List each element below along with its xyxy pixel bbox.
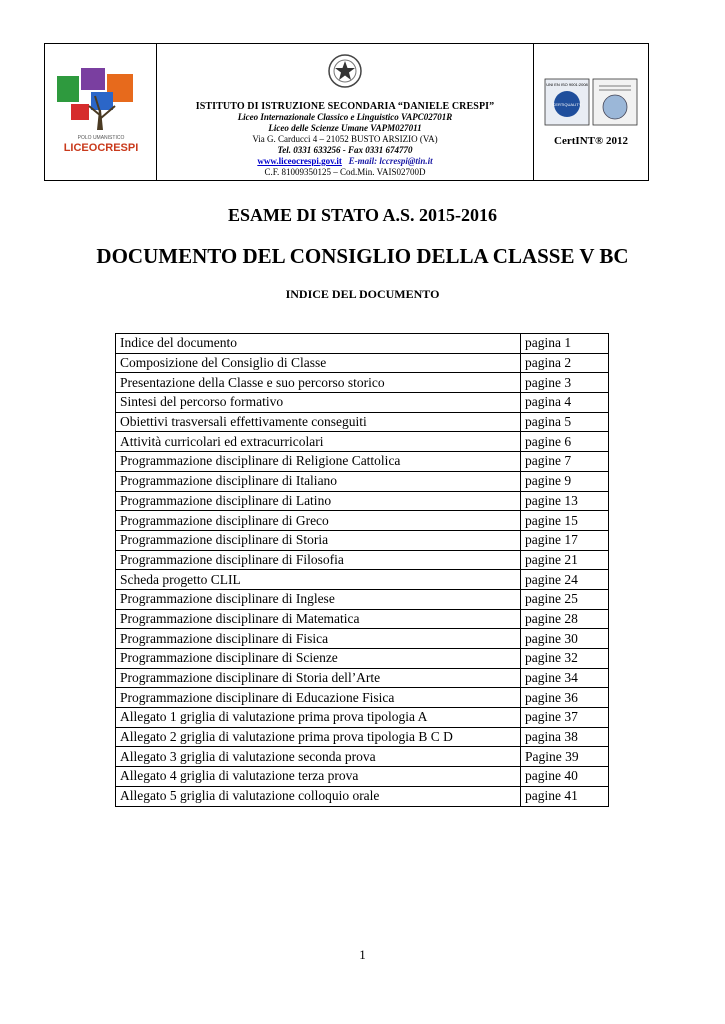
toc-entry-page: pagine 21 <box>521 550 609 570</box>
toc-entry-page: pagina 2 <box>521 353 609 373</box>
toc-entry-page: pagine 28 <box>521 609 609 629</box>
email-text[interactable]: E-mail: lccrespi@tin.it <box>348 156 433 166</box>
toc-row <box>116 373 609 393</box>
institute-name: ISTITUTO DI ISTRUZIONE SECONDARIA “DANIELE CRESPI” <box>195 101 495 112</box>
toc-row <box>116 550 609 570</box>
toc-entry-page: pagine 13 <box>521 491 609 511</box>
toc-entry-page: pagina 1 <box>521 334 609 354</box>
exam-title: ESAME DI STATO A.S. 2015-2016 <box>227 205 498 225</box>
toc-entry-title: Obiettivi trasversali effettivamente conseguiti <box>116 412 521 432</box>
table-of-contents <box>115 333 609 807</box>
institute-codes: C.F. 81009350125 – Cod.Min. VAIS02700D <box>264 167 426 177</box>
toc-row <box>116 589 609 609</box>
page-number: 1 <box>359 947 366 962</box>
toc-entry-page: pagine 24 <box>521 570 609 590</box>
letterhead <box>44 43 649 181</box>
toc-row <box>116 688 609 708</box>
toc-row <box>116 511 609 531</box>
toc-row <box>116 629 609 649</box>
toc-entry-page: Pagine 39 <box>521 747 609 767</box>
toc-row <box>116 570 609 590</box>
toc-entry-page: pagina 38 <box>521 727 609 747</box>
toc-entry-title: Allegato 5 griglia di valutazione colloquio orale <box>116 786 521 806</box>
institute-info <box>157 44 534 180</box>
toc-entry-page: pagina 4 <box>521 393 609 413</box>
website-link[interactable]: www.liceocrespi.gov.it <box>257 156 342 166</box>
institute-line-scienze-umane: Liceo delle Scienze Umane VAPM027011 <box>268 123 422 133</box>
toc-entry-page: pagine 37 <box>521 708 609 728</box>
school-logo-cell <box>45 44 157 180</box>
toc-row <box>116 708 609 728</box>
institute-line-classico: Liceo Internazionale Classico e Linguistico VAPC02701R <box>237 112 453 122</box>
toc-row <box>116 353 609 373</box>
toc-entry-title: Programmazione disciplinare di Italiano <box>116 471 521 491</box>
toc-entry-page: pagine 41 <box>521 786 609 806</box>
toc-entry-title: Composizione del Consiglio di Classe <box>116 353 521 373</box>
toc-entry-title: Scheda progetto CLIL <box>116 570 521 590</box>
svg-text:CERTIQUALITY: CERTIQUALITY <box>552 102 582 107</box>
toc-entry-page: pagine 7 <box>521 452 609 472</box>
institute-address: Via G. Carducci 4 – 21052 BUSTO ARSIZIO (VA) <box>252 134 438 144</box>
toc-row <box>116 412 609 432</box>
toc-entry-page: pagine 6 <box>521 432 609 452</box>
toc-entry-title: Programmazione disciplinare di Latino <box>116 491 521 511</box>
toc-entry-title: Indice del documento <box>116 334 521 354</box>
toc-row <box>116 393 609 413</box>
toc-entry-page: pagine 30 <box>521 629 609 649</box>
toc-entry-title: Programmazione disciplinare di Filosofia <box>116 550 521 570</box>
toc-entry-title: Programmazione disciplinare di Greco <box>116 511 521 531</box>
toc-row <box>116 609 609 629</box>
toc-entry-title: Allegato 4 griglia di valutazione terza prova <box>116 767 521 787</box>
index-title: INDICE DEL DOCUMENTO <box>285 287 440 301</box>
certification-cell <box>534 44 648 180</box>
toc-entry-title: Programmazione disciplinare di Educazione Fisica <box>116 688 521 708</box>
toc-row <box>116 649 609 669</box>
toc-entry-title: Presentazione della Classe e suo percorso storico <box>116 373 521 393</box>
institute-phone: Tel. 0331 633256 - Fax 0331 674770 <box>277 145 413 155</box>
toc-entry-page: pagine 36 <box>521 688 609 708</box>
toc-entry-title: Programmazione disciplinare di Storia <box>116 530 521 550</box>
toc-entry-page: pagine 3 <box>521 373 609 393</box>
toc-entry-page: pagine 32 <box>521 649 609 669</box>
toc-row <box>116 747 609 767</box>
toc-entry-title: Programmazione disciplinare di Matematica <box>116 609 521 629</box>
school-logo <box>51 66 151 158</box>
toc-entry-title: Sintesi del percorso formativo <box>116 393 521 413</box>
toc-entry-title: Attività curricolari ed extracurricolari <box>116 432 521 452</box>
toc-entry-title: Programmazione disciplinare di Inglese <box>116 589 521 609</box>
svg-text:LICEOCRESPI: LICEOCRESPI <box>63 142 138 154</box>
toc-entry-page: pagine 34 <box>521 668 609 688</box>
cert-label: CertINT® 2012 <box>554 135 628 147</box>
toc-row <box>116 668 609 688</box>
toc-entry-page: pagina 5 <box>521 412 609 432</box>
toc-row <box>116 491 609 511</box>
toc-entry-title: Programmazione disciplinare di Fisica <box>116 629 521 649</box>
toc-entry-title: Programmazione disciplinare di Storia dell’Arte <box>116 668 521 688</box>
toc-row <box>116 452 609 472</box>
republic-emblem-icon <box>327 52 363 90</box>
toc-row <box>116 767 609 787</box>
toc-entry-page: pagine 15 <box>521 511 609 531</box>
toc-entry-title: Allegato 2 griglia di valutazione prima prova tipologia B C D <box>116 727 521 747</box>
toc-entry-title: Programmazione disciplinare di Scienze <box>116 649 521 669</box>
toc-row <box>116 786 609 806</box>
toc-entry-page: pagine 25 <box>521 589 609 609</box>
toc-row <box>116 471 609 491</box>
certification-badge-icon <box>543 77 639 129</box>
toc-entry-title: Programmazione disciplinare di Religione Cattolica <box>116 452 521 472</box>
toc-entry-page: pagine 40 <box>521 767 609 787</box>
toc-entry-page: pagine 17 <box>521 530 609 550</box>
toc-row <box>116 727 609 747</box>
svg-text:POLO UMANISTICO: POLO UMANISTICO <box>77 135 124 141</box>
document-title: DOCUMENTO DEL CONSIGLIO DELLA CLASSE V BC <box>96 244 629 268</box>
toc-row <box>116 432 609 452</box>
toc-entry-title: Allegato 1 griglia di valutazione prima prova tipologia A <box>116 708 521 728</box>
toc-row <box>116 334 609 354</box>
toc-row <box>116 530 609 550</box>
toc-entry-title: Allegato 3 griglia di valutazione seconda prova <box>116 747 521 767</box>
svg-text:UNI EN ISO 9001:2008: UNI EN ISO 9001:2008 <box>546 82 588 87</box>
toc-entry-page: pagine 9 <box>521 471 609 491</box>
